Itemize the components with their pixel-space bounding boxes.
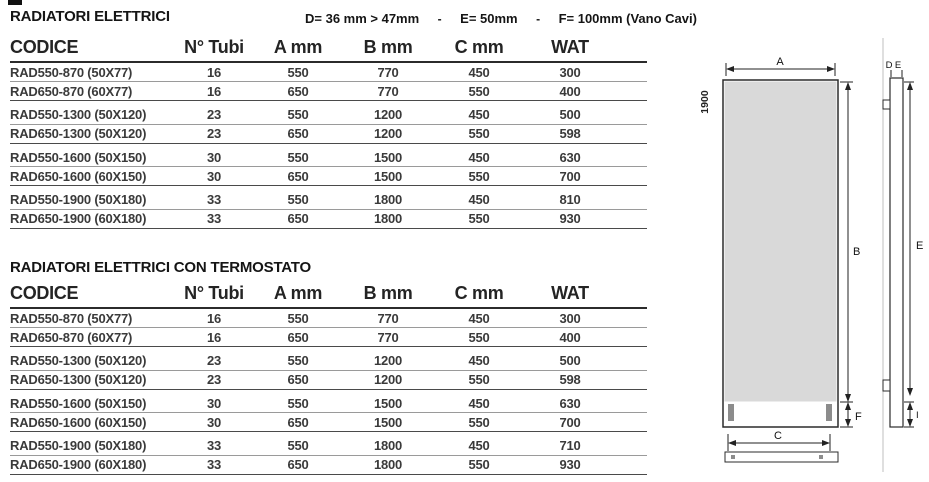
cell-value: 810 <box>525 186 647 210</box>
rail-hole-left <box>731 455 735 459</box>
cell-value: 650 <box>253 124 343 143</box>
page-corner-mark <box>8 0 22 5</box>
cell-value: 630 <box>525 143 647 167</box>
dimension-legend <box>305 11 697 26</box>
cell-codice: RAD650-1300 (50X120) <box>10 124 175 143</box>
cell-value: 33 <box>175 186 253 210</box>
cell-value: 16 <box>175 82 253 101</box>
label-e-top: E <box>894 60 902 71</box>
cell-value: 450 <box>433 389 525 413</box>
cell-codice: RAD650-870 (60X77) <box>10 82 175 101</box>
cell-value: 400 <box>525 328 647 347</box>
label-a: A <box>776 56 784 68</box>
cell-value: 300 <box>525 62 647 82</box>
table-row <box>10 455 647 474</box>
cell-codice: RAD550-870 (50X77) <box>10 62 175 82</box>
col-b-mm: B mm <box>343 281 433 308</box>
cell-codice: RAD550-1600 (50X150) <box>10 143 175 167</box>
cell-value: 16 <box>175 62 253 82</box>
cell-value: 1800 <box>343 209 433 228</box>
label-b: B <box>853 246 861 258</box>
dimension-b <box>840 82 853 402</box>
label-i: I <box>916 410 919 421</box>
col-a-mm: A mm <box>253 35 343 62</box>
cell-codice: RAD550-1600 (50X150) <box>10 389 175 413</box>
cell-value: 650 <box>253 82 343 101</box>
cell-value: 500 <box>525 347 647 371</box>
cell-value: 30 <box>175 167 253 186</box>
cell-codice: RAD550-1300 (50X120) <box>10 101 175 125</box>
cell-value: 550 <box>433 124 525 143</box>
cell-value: 450 <box>433 101 525 125</box>
radiator-foot-right <box>826 404 832 421</box>
cell-value: 650 <box>253 328 343 347</box>
cell-value: 1200 <box>343 101 433 125</box>
col-wat: WAT <box>525 35 647 62</box>
radiator-panel-face <box>725 82 837 402</box>
cell-codice: RAD650-1900 (60X180) <box>10 455 175 474</box>
cell-value: 930 <box>525 455 647 474</box>
cell-value: 700 <box>525 167 647 186</box>
col-wat: WAT <box>525 281 647 308</box>
cell-value: 500 <box>525 101 647 125</box>
table-row <box>10 347 647 371</box>
cell-value: 1500 <box>343 389 433 413</box>
table-row <box>10 328 647 347</box>
col-codice: CODICE <box>10 35 175 62</box>
cell-value: 550 <box>433 413 525 432</box>
cell-value: 550 <box>253 389 343 413</box>
cell-value: 33 <box>175 455 253 474</box>
cell-value: 30 <box>175 143 253 167</box>
dimension-f <box>840 402 853 427</box>
cell-value: 550 <box>253 62 343 82</box>
table1-title: RADIATORI ELETTRICI <box>10 8 170 25</box>
radiator-side-profile <box>890 78 903 427</box>
cell-value: 550 <box>253 347 343 371</box>
cell-value: 650 <box>253 209 343 228</box>
cell-value: 1800 <box>343 455 433 474</box>
legend-item-d: D= 36 mm > 47mm <box>305 11 420 26</box>
col-a-mm: A mm <box>253 281 343 308</box>
cell-value: 550 <box>433 455 525 474</box>
table-row <box>10 143 647 167</box>
col-c-mm: C mm <box>433 35 525 62</box>
legend-separator: - <box>437 11 442 26</box>
cell-codice: RAD650-1600 (60X150) <box>10 413 175 432</box>
cell-value: 650 <box>253 413 343 432</box>
cell-value: 450 <box>433 308 525 328</box>
legend-separator: - <box>536 11 541 26</box>
cell-value: 650 <box>253 167 343 186</box>
cell-value: 770 <box>343 308 433 328</box>
cell-value: 23 <box>175 124 253 143</box>
cell-codice: RAD650-1900 (60X180) <box>10 209 175 228</box>
cell-value: 1500 <box>343 167 433 186</box>
table-row <box>10 62 647 82</box>
cell-value: 23 <box>175 370 253 389</box>
label-1900: 1900 <box>699 90 711 114</box>
table-row <box>10 370 647 389</box>
dimension-i <box>904 402 914 427</box>
cell-value: 598 <box>525 370 647 389</box>
radiator-dimension-diagram <box>690 30 929 482</box>
cell-value: 30 <box>175 389 253 413</box>
cell-value: 550 <box>433 370 525 389</box>
cell-value: 630 <box>525 389 647 413</box>
cell-value: 450 <box>433 432 525 456</box>
table-row <box>10 186 647 210</box>
radiators-table <box>10 35 647 229</box>
cell-value: 550 <box>253 186 343 210</box>
cell-value: 550 <box>253 432 343 456</box>
table-row <box>10 432 647 456</box>
cell-value: 450 <box>433 186 525 210</box>
legend-item-e: E= 50mm <box>460 11 518 26</box>
cell-value: 1800 <box>343 186 433 210</box>
cell-value: 450 <box>433 62 525 82</box>
radiators-thermostat-table <box>10 281 647 475</box>
dimension-e <box>904 82 914 396</box>
label-e: E <box>916 240 924 252</box>
cell-codice: RAD550-870 (50X77) <box>10 308 175 328</box>
col-b-mm: B mm <box>343 35 433 62</box>
table-row <box>10 124 647 143</box>
wall-bracket-top <box>883 100 890 109</box>
cell-value: 1200 <box>343 370 433 389</box>
cell-value: 650 <box>253 370 343 389</box>
cell-value: 400 <box>525 82 647 101</box>
cell-codice: RAD550-1900 (50X180) <box>10 186 175 210</box>
cell-value: 30 <box>175 413 253 432</box>
col-tubi: N° Tubi <box>175 35 253 62</box>
table-row <box>10 209 647 228</box>
cell-value: 598 <box>525 124 647 143</box>
cell-value: 550 <box>253 143 343 167</box>
col-codice: CODICE <box>10 281 175 308</box>
cell-value: 16 <box>175 308 253 328</box>
cell-value: 770 <box>343 62 433 82</box>
cell-value: 1500 <box>343 143 433 167</box>
cell-value: 650 <box>253 455 343 474</box>
rail-hole-right <box>819 455 823 459</box>
cell-value: 770 <box>343 82 433 101</box>
legend-item-f: F= 100mm (Vano Cavi) <box>558 11 697 26</box>
cell-codice: RAD650-1300 (50X120) <box>10 370 175 389</box>
cell-value: 33 <box>175 432 253 456</box>
cell-value: 1200 <box>343 124 433 143</box>
cell-value: 550 <box>253 101 343 125</box>
cell-value: 710 <box>525 432 647 456</box>
radiator-foot-left <box>728 404 734 421</box>
cell-value: 1500 <box>343 413 433 432</box>
cell-value: 1200 <box>343 347 433 371</box>
cell-value: 23 <box>175 101 253 125</box>
table-header-row <box>10 281 647 308</box>
cell-value: 450 <box>433 143 525 167</box>
cell-value: 700 <box>525 413 647 432</box>
depth-ticks <box>891 70 902 77</box>
cell-value: 550 <box>253 308 343 328</box>
cell-value: 33 <box>175 209 253 228</box>
cell-codice: RAD650-1600 (60X150) <box>10 167 175 186</box>
label-f: F <box>855 411 862 423</box>
col-c-mm: C mm <box>433 281 525 308</box>
table-row <box>10 308 647 328</box>
cell-value: 550 <box>433 167 525 186</box>
table-row <box>10 101 647 125</box>
cell-value: 23 <box>175 347 253 371</box>
table-row <box>10 413 647 432</box>
label-d: D <box>885 60 893 71</box>
table-row <box>10 82 647 101</box>
cell-value: 550 <box>433 209 525 228</box>
wall-bracket-bottom <box>883 380 890 391</box>
label-c: C <box>774 430 782 442</box>
table-row <box>10 389 647 413</box>
cell-value: 550 <box>433 328 525 347</box>
table-row <box>10 167 647 186</box>
cell-value: 550 <box>433 82 525 101</box>
cell-codice: RAD550-1300 (50X120) <box>10 347 175 371</box>
cell-value: 930 <box>525 209 647 228</box>
table-header-row <box>10 35 647 62</box>
cell-value: 300 <box>525 308 647 328</box>
cell-codice: RAD650-870 (60X77) <box>10 328 175 347</box>
cell-value: 450 <box>433 347 525 371</box>
table2-title: RADIATORI ELETTRICI CON TERMOSTATO <box>10 259 311 276</box>
col-tubi: N° Tubi <box>175 281 253 308</box>
cell-value: 16 <box>175 328 253 347</box>
cell-value: 770 <box>343 328 433 347</box>
cell-value: 1800 <box>343 432 433 456</box>
cell-codice: RAD550-1900 (50X180) <box>10 432 175 456</box>
